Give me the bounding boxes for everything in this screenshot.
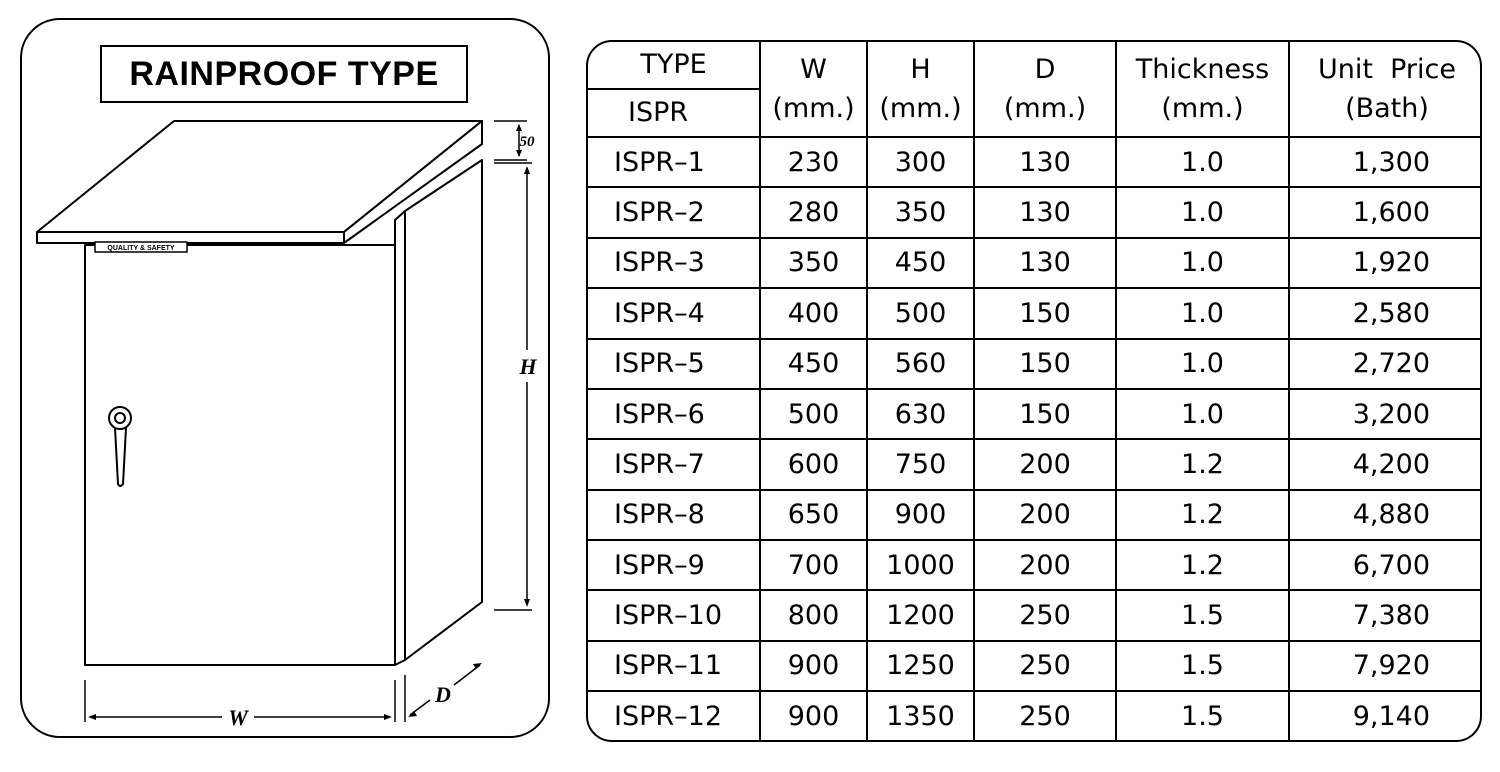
cell-price: 2,720 <box>1289 339 1482 389</box>
cell-price: 6,700 <box>1289 540 1482 590</box>
cell-price: 2,580 <box>1289 288 1482 338</box>
arrow-50-top <box>516 124 522 131</box>
arrow-h-top <box>524 166 530 174</box>
header-d-label: D <box>1034 53 1056 85</box>
cell-w: 650 <box>760 490 867 540</box>
cell-h: 900 <box>867 490 974 540</box>
cell-price: 1,600 <box>1289 187 1482 237</box>
table-row <box>588 339 1482 389</box>
cabinet-drawing <box>22 20 552 740</box>
header-w-label: W <box>800 53 827 85</box>
table-row <box>588 641 1482 691</box>
dim-width-label: W <box>228 705 248 730</box>
cell-price: 1,920 <box>1289 238 1482 288</box>
cell-thickness: 1.0 <box>1116 187 1289 237</box>
cell-price: 7,380 <box>1289 590 1482 640</box>
cell-w: 900 <box>760 641 867 691</box>
cell-thickness: 1.2 <box>1116 490 1289 540</box>
page-title: RAINPROOF TYPE <box>129 54 439 93</box>
table-row <box>588 490 1482 540</box>
dim-top-label: 50 <box>519 134 535 150</box>
cell-type: ISPR–3 <box>588 238 760 288</box>
header-d-unit: (mm.) <box>1003 93 1087 124</box>
cell-type: ISPR–2 <box>588 187 760 237</box>
arrow-d-right <box>473 663 482 669</box>
cell-h: 500 <box>867 288 974 338</box>
cell-type: ISPR–12 <box>588 691 760 740</box>
cell-d: 150 <box>974 339 1116 389</box>
cell-price: 4,880 <box>1289 490 1482 540</box>
table-row <box>588 540 1482 590</box>
cabinet-front <box>85 245 395 665</box>
header-type <box>588 42 760 137</box>
cell-h: 450 <box>867 238 974 288</box>
header-h-label: H <box>910 53 931 85</box>
cell-thickness: 1.5 <box>1116 590 1289 640</box>
cell-type: ISPR–10 <box>588 590 760 640</box>
cell-price: 4,200 <box>1289 439 1482 489</box>
cell-h: 1000 <box>867 540 974 590</box>
table-row <box>588 590 1482 640</box>
cell-d: 130 <box>974 137 1116 187</box>
cell-type: ISPR–7 <box>588 439 760 489</box>
header-thickness-label: Thickness <box>1135 53 1270 85</box>
cell-thickness: 1.0 <box>1116 339 1289 389</box>
cell-type: ISPR–4 <box>588 288 760 338</box>
table-row <box>588 238 1482 288</box>
header-thickness-unit: (mm.) <box>1161 93 1244 124</box>
cell-type: ISPR–5 <box>588 339 760 389</box>
cell-thickness: 1.0 <box>1116 389 1289 439</box>
cell-d: 200 <box>974 540 1116 590</box>
header-type-label: TYPE <box>588 42 759 90</box>
cell-w: 280 <box>760 187 867 237</box>
cell-w: 700 <box>760 540 867 590</box>
table-row <box>588 389 1482 439</box>
cell-w: 350 <box>760 238 867 288</box>
cell-d: 150 <box>974 389 1116 439</box>
arrow-d-left <box>408 711 417 717</box>
cell-thickness: 1.5 <box>1116 691 1289 740</box>
cell-d: 250 <box>974 691 1116 740</box>
arrow-w-right <box>384 714 392 720</box>
cell-d: 200 <box>974 439 1116 489</box>
spec-table <box>588 42 1482 740</box>
cell-w: 800 <box>760 590 867 640</box>
table-row <box>588 439 1482 489</box>
cell-thickness: 1.0 <box>1116 288 1289 338</box>
table-row <box>588 137 1482 187</box>
cell-w: 600 <box>760 439 867 489</box>
cell-h: 300 <box>867 137 974 187</box>
arrow-50-bottom <box>516 150 522 157</box>
table-row <box>588 187 1482 237</box>
cell-h: 750 <box>867 439 974 489</box>
cell-d: 150 <box>974 288 1116 338</box>
cell-d: 130 <box>974 187 1116 237</box>
cell-h: 560 <box>867 339 974 389</box>
cell-w: 500 <box>760 389 867 439</box>
header-h-unit: (mm.) <box>879 93 962 124</box>
cell-price: 7,920 <box>1289 641 1482 691</box>
cell-d: 250 <box>974 590 1116 640</box>
roof-front-edge <box>37 232 344 243</box>
header-price <box>1289 42 1482 137</box>
header-price-label: Unit Price <box>1318 53 1456 85</box>
cell-d: 130 <box>974 238 1116 288</box>
arrow-w-left <box>88 714 96 720</box>
header-thickness <box>1116 42 1289 137</box>
cell-price: 3,200 <box>1289 389 1482 439</box>
cell-type: ISPR–6 <box>588 389 760 439</box>
badge-label: QUALITY & SAFETY <box>107 245 175 252</box>
cell-thickness: 1.0 <box>1116 137 1289 187</box>
table-row <box>588 288 1482 338</box>
cell-h: 1350 <box>867 691 974 740</box>
cell-h: 630 <box>867 389 974 439</box>
cell-type: ISPR–11 <box>588 641 760 691</box>
cell-d: 250 <box>974 641 1116 691</box>
dim-depth-label: D <box>435 682 451 707</box>
cell-thickness: 1.2 <box>1116 439 1289 489</box>
cell-price: 9,140 <box>1289 691 1482 740</box>
arrow-h-bottom <box>524 599 530 607</box>
header-h <box>867 42 974 137</box>
cell-w: 400 <box>760 288 867 338</box>
cell-thickness: 1.0 <box>1116 238 1289 288</box>
cell-type: ISPR–9 <box>588 540 760 590</box>
cell-h: 350 <box>867 187 974 237</box>
header-d <box>974 42 1116 137</box>
dim-height-label: H <box>519 354 537 379</box>
spec-table-panel <box>586 40 1482 742</box>
header-w-unit: (mm.) <box>772 93 855 124</box>
cell-w: 900 <box>760 691 867 740</box>
header-w <box>760 42 867 137</box>
cell-type: ISPR–8 <box>588 490 760 540</box>
header-price-unit: (Bath) <box>1345 93 1429 124</box>
cell-price: 1,300 <box>1289 137 1482 187</box>
cell-w: 230 <box>760 137 867 187</box>
cell-h: 1200 <box>867 590 974 640</box>
cell-type: ISPR–1 <box>588 137 760 187</box>
table-row <box>588 691 1482 740</box>
drawing-panel <box>20 18 550 738</box>
cell-thickness: 1.2 <box>1116 540 1289 590</box>
cabinet-side <box>395 160 482 665</box>
cell-h: 1250 <box>867 641 974 691</box>
cell-w: 450 <box>760 339 867 389</box>
header-type-series: ISPR <box>628 97 689 129</box>
cell-thickness: 1.5 <box>1116 641 1289 691</box>
cell-d: 200 <box>974 490 1116 540</box>
